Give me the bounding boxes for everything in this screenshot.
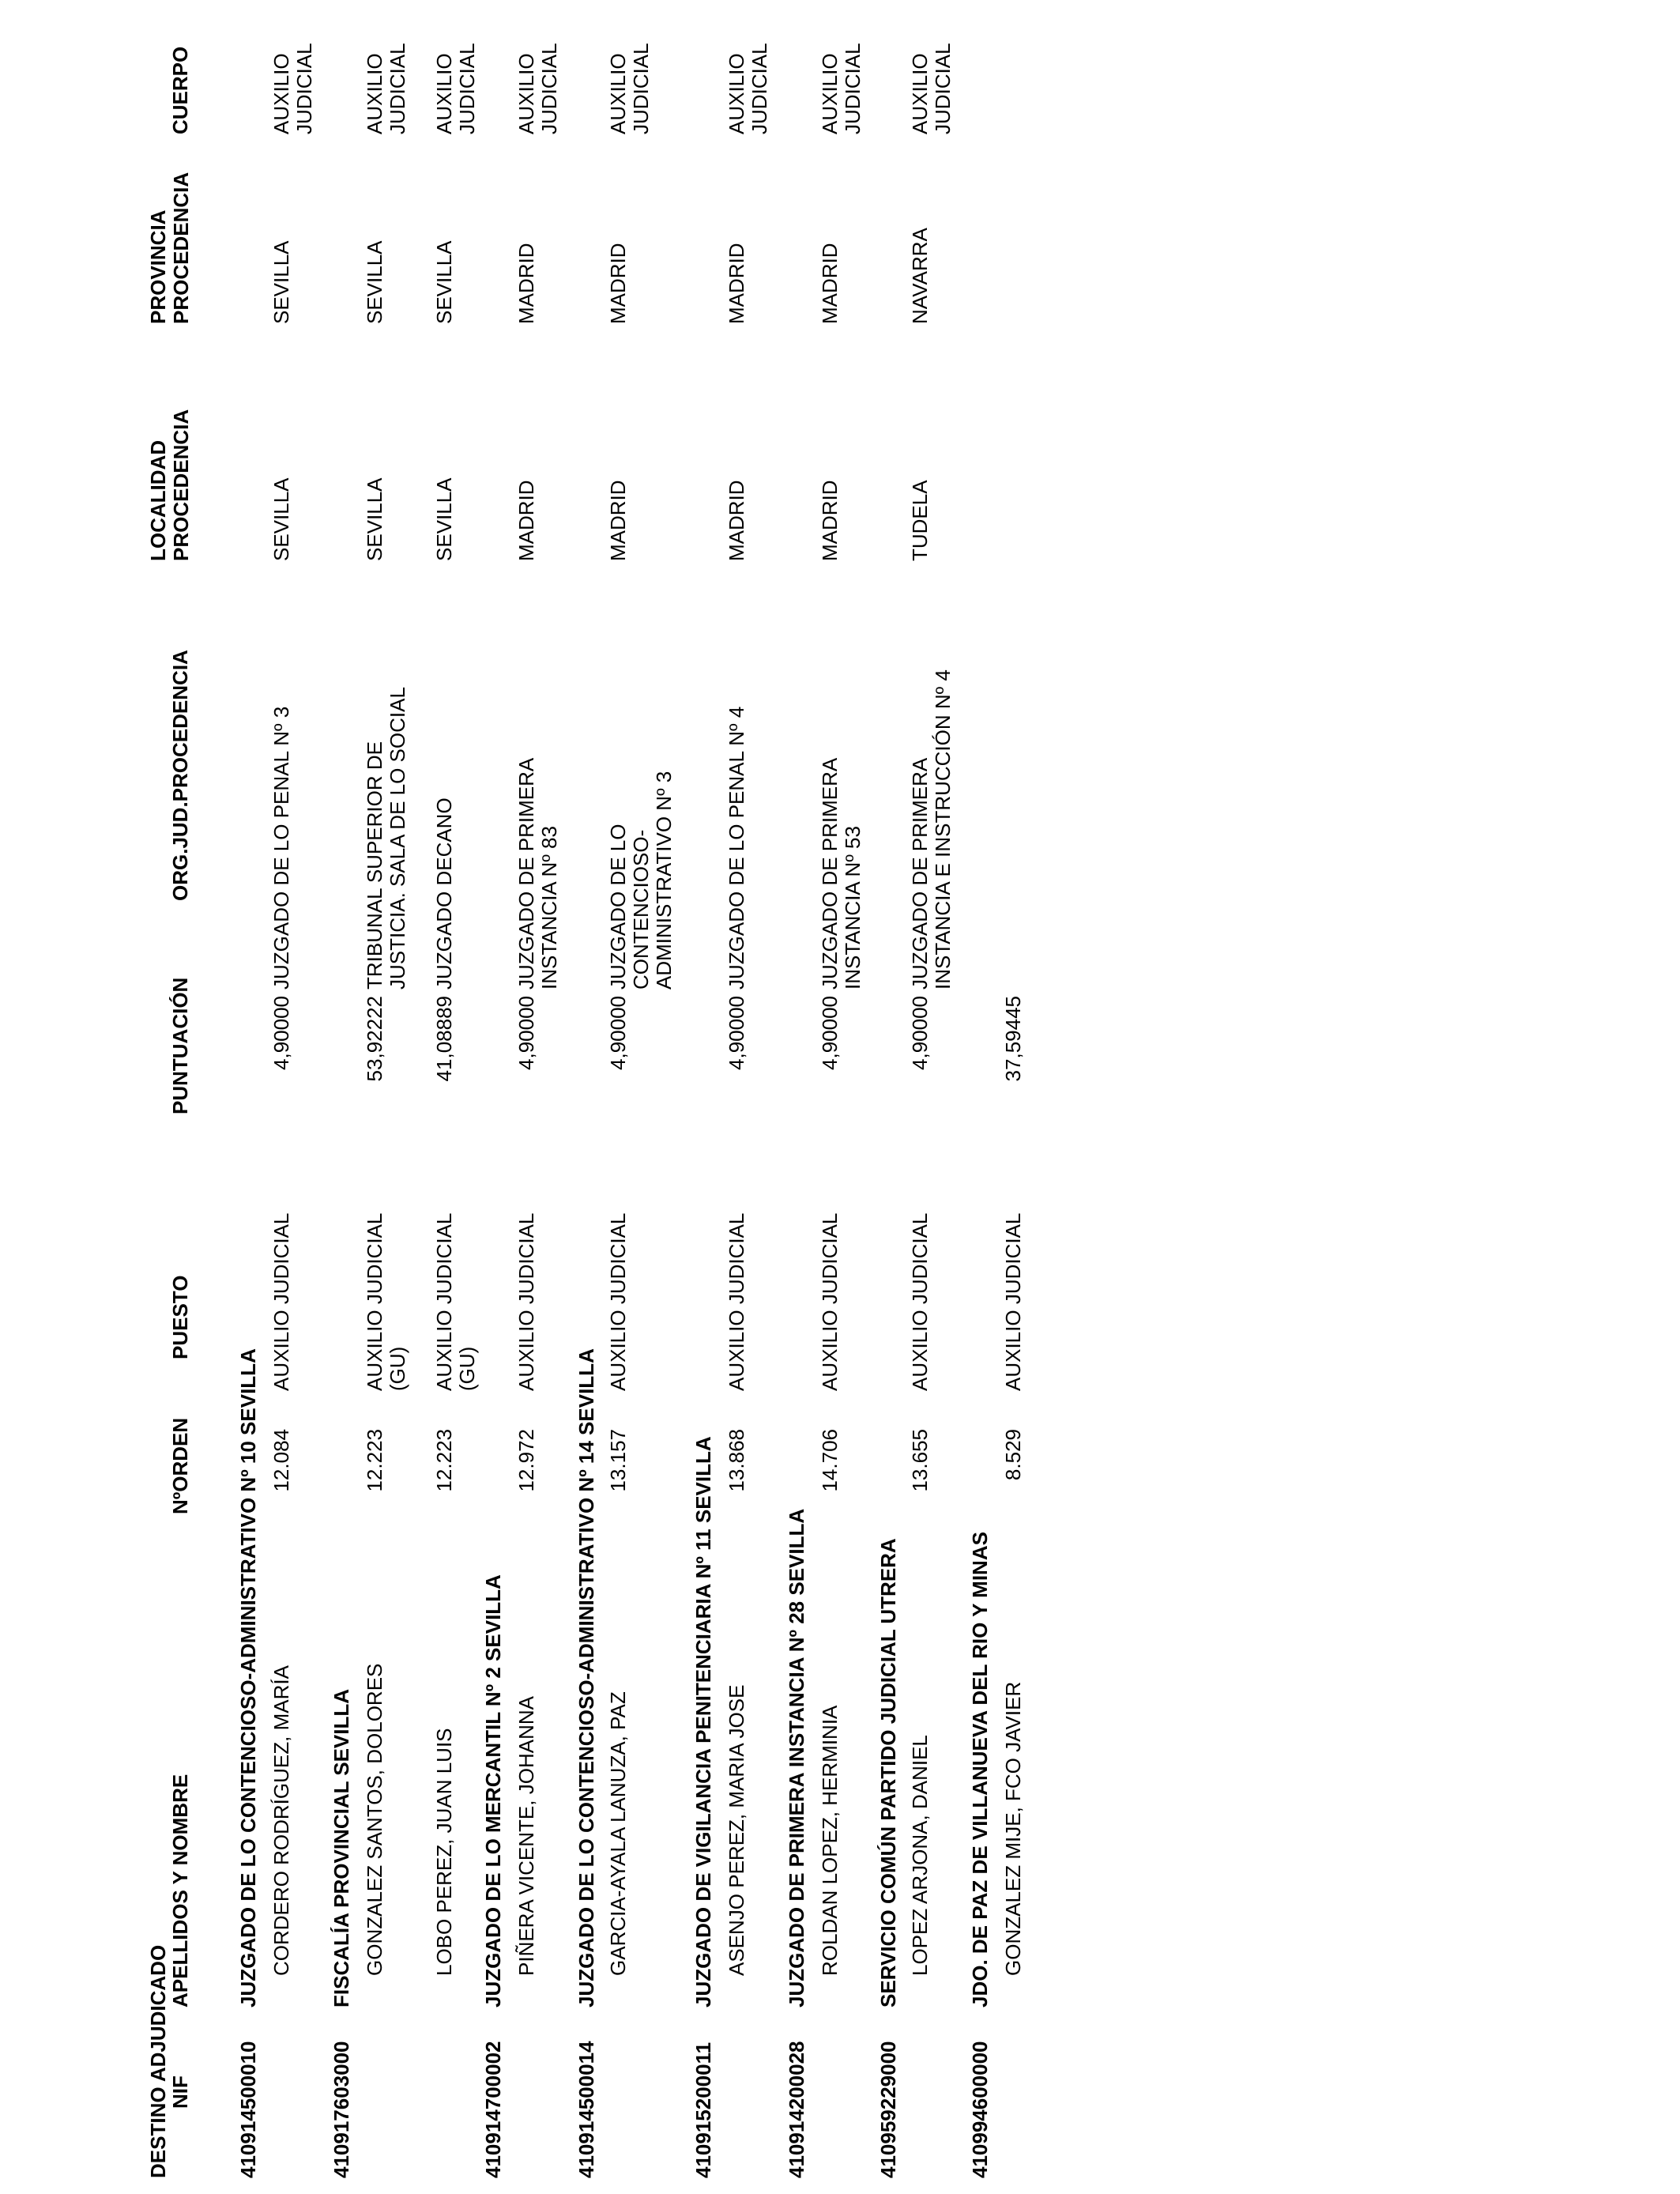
row-cuerpo: AUXILIO JUDICIAL — [818, 43, 864, 134]
row-puesto: AUXILIO JUDICIAL (GU) — [363, 1212, 409, 1391]
row-puesto: AUXILIO JUDICIAL — [818, 1212, 842, 1391]
row-provincia: NAVARRA — [908, 228, 932, 324]
row-cuerpo: AUXILIO JUDICIAL — [432, 43, 479, 134]
group-nif: 410914200028 — [785, 2041, 808, 2178]
row-provincia: SEVILLA — [432, 240, 456, 324]
header-apellidos: APELLIDOS Y NOMBRE — [168, 1774, 192, 2007]
row-puntuacion: 4,90000 — [908, 996, 932, 1070]
row-org: JUZGADO DECANO — [432, 797, 456, 990]
row-provincia: MADRID — [606, 243, 630, 324]
row-provincia: MADRID — [818, 243, 842, 324]
row-nombre: CORDERO RODRÍGUEZ, MARÍA — [269, 1665, 293, 1976]
row-cuerpo: AUXILIO JUDICIAL — [725, 43, 771, 134]
row-org: JUZGADO DE PRIMERA INSTANCIA Nº 53 — [818, 757, 864, 990]
row-provincia: SEVILLA — [363, 240, 386, 324]
row-nombre: ROLDAN LOPEZ, HERMINIA — [818, 1705, 842, 1976]
row-provincia: MADRID — [725, 243, 748, 324]
row-cuerpo: AUXILIO JUDICIAL — [514, 43, 561, 134]
row-localidad: TUDELA — [908, 480, 932, 561]
row-localidad: MADRID — [725, 480, 748, 561]
row-org: JUZGADO DE LO PENAL Nº 3 — [269, 706, 293, 990]
row-nombre: LOPEZ ARJONA, DANIEL — [908, 1735, 932, 1976]
group-destino: JUZGADO DE VIGILANCIA PENITENCIARIA Nº 11 SEVILLA — [691, 1436, 715, 2007]
row-localidad: MADRID — [818, 480, 842, 561]
row-provincia: SEVILLA — [269, 240, 293, 324]
row-orden: 12.223 — [432, 1429, 456, 1492]
group-destino: JUZGADO DE LO MERCANTIL Nº 2 SEVILLA — [481, 1574, 505, 2007]
header-localidad: LOCALIDAD PROCEDENCIA — [146, 409, 193, 561]
header-org: ORG.JUD.PROCEDENCIA — [168, 650, 192, 901]
group-nif: 410914500014 — [574, 2041, 598, 2178]
row-nombre: GONZALEZ SANTOS, DOLORES — [363, 1663, 386, 1976]
row-localidad: SEVILLA — [432, 477, 456, 561]
header-provincia: PROVINCIA PROCEDENCIA — [146, 172, 193, 324]
row-puntuacion: 41,08889 — [432, 996, 456, 1082]
row-orden: 8.529 — [1001, 1429, 1025, 1481]
row-puntuacion: 4,90000 — [725, 996, 748, 1070]
group-destino: JUZGADO DE PRIMERA INSTANCIA Nº 28 SEVILLA — [785, 1508, 808, 2007]
row-orden: 12.972 — [514, 1429, 538, 1492]
row-localidad: MADRID — [514, 480, 538, 561]
row-puntuacion: 53,92222 — [363, 996, 386, 1082]
row-org: JUZGADO DE PRIMERA INSTANCIA E INSTRUCCIÓN Nº 4 — [908, 669, 955, 990]
group-nif: 410914500010 — [236, 2041, 260, 2178]
row-puntuacion: 4,90000 — [514, 996, 538, 1070]
row-puesto: AUXILIO JUDICIAL — [725, 1212, 748, 1391]
group-nif: 410917603000 — [330, 2041, 353, 2178]
document-title: DESTINO ADJUDICADO — [146, 1944, 170, 2178]
row-orden: 12.223 — [363, 1429, 386, 1492]
group-destino: JDO. DE PAZ DE VILLANUEVA DEL RIO Y MINAS — [968, 1532, 992, 2007]
row-localidad: SEVILLA — [363, 477, 386, 561]
row-org: TRIBUNAL SUPERIOR DE JUSTICIA. SALA DE LO SOCIAL — [363, 687, 409, 990]
row-org: JUZGADO DE LO PENAL Nº 4 — [725, 706, 748, 990]
group-nif: 410914700002 — [481, 2041, 505, 2178]
row-puntuacion: 4,90000 — [269, 996, 293, 1070]
row-puesto: AUXILIO JUDICIAL (GU) — [432, 1212, 479, 1391]
row-org: JUZGADO DE PRIMERA INSTANCIA Nº 83 — [514, 757, 561, 990]
header-norden: NºORDEN — [168, 1417, 192, 1514]
row-orden: 13.868 — [725, 1429, 748, 1492]
row-nombre: ASENJO PEREZ, MARIA JOSE — [725, 1684, 748, 1976]
group-destino: SERVICIO COMÚN PARTIDO JUDICIAL UTRERA — [876, 1538, 900, 2007]
row-puesto: AUXILIO JUDICIAL — [606, 1212, 630, 1391]
row-org: JUZGADO DE LO CONTENCIOSO- ADMINISTRATIVO Nº 3 — [606, 771, 676, 990]
header-cuerpo: CUERPO — [168, 46, 192, 134]
row-cuerpo: AUXILIO JUDICIAL — [363, 43, 409, 134]
group-nif: 410915200011 — [691, 2041, 715, 2178]
header-nif: NIF — [168, 2075, 192, 2109]
row-puesto: AUXILIO JUDICIAL — [1001, 1212, 1025, 1391]
row-provincia: MADRID — [514, 243, 538, 324]
row-localidad: SEVILLA — [269, 477, 293, 561]
row-nombre: GARCIA-AYALA LANUZA, PAZ — [606, 1691, 630, 1976]
row-orden: 12.084 — [269, 1429, 293, 1492]
row-puntuacion: 37,59445 — [1001, 996, 1025, 1082]
group-destino: FISCALÍA PROVINCIAL SEVILLA — [330, 1688, 353, 2007]
row-localidad: MADRID — [606, 480, 630, 561]
row-puntuacion: 4,90000 — [606, 996, 630, 1070]
header-puntuacion: PUNTUACIÓN — [168, 977, 192, 1114]
group-nif: 410994600000 — [968, 2041, 992, 2178]
row-cuerpo: AUXILIO JUDICIAL — [269, 43, 316, 134]
row-cuerpo: AUXILIO JUDICIAL — [908, 43, 955, 134]
row-orden: 14.706 — [818, 1429, 842, 1492]
row-orden: 13.655 — [908, 1429, 932, 1492]
row-puesto: AUXILIO JUDICIAL — [514, 1212, 538, 1391]
row-puesto: AUXILIO JUDICIAL — [908, 1212, 932, 1391]
row-nombre: PIÑERA VICENTE, JOHANNA — [514, 1696, 538, 1976]
row-puesto: AUXILIO JUDICIAL — [269, 1212, 293, 1391]
group-destino: JUZGADO DE LO CONTENCIOSO-ADMINISTRATIVO Nº 14 SEVILLA — [574, 1348, 598, 2007]
row-cuerpo: AUXILIO JUDICIAL — [606, 43, 653, 134]
group-nif: 410959229000 — [876, 2041, 900, 2178]
row-nombre: LOBO PEREZ, JUAN LUIS — [432, 1728, 456, 1976]
row-orden: 13.157 — [606, 1429, 630, 1492]
row-nombre: GONZALEZ MIJE, FCO JAVIER — [1001, 1681, 1025, 1976]
group-destino: JUZGADO DE LO CONTENCIOSO-ADMINISTRATIVO Nº 10 SEVILLA — [236, 1348, 260, 2007]
header-puesto: PUESTO — [168, 1275, 192, 1359]
row-puntuacion: 4,90000 — [818, 996, 842, 1070]
